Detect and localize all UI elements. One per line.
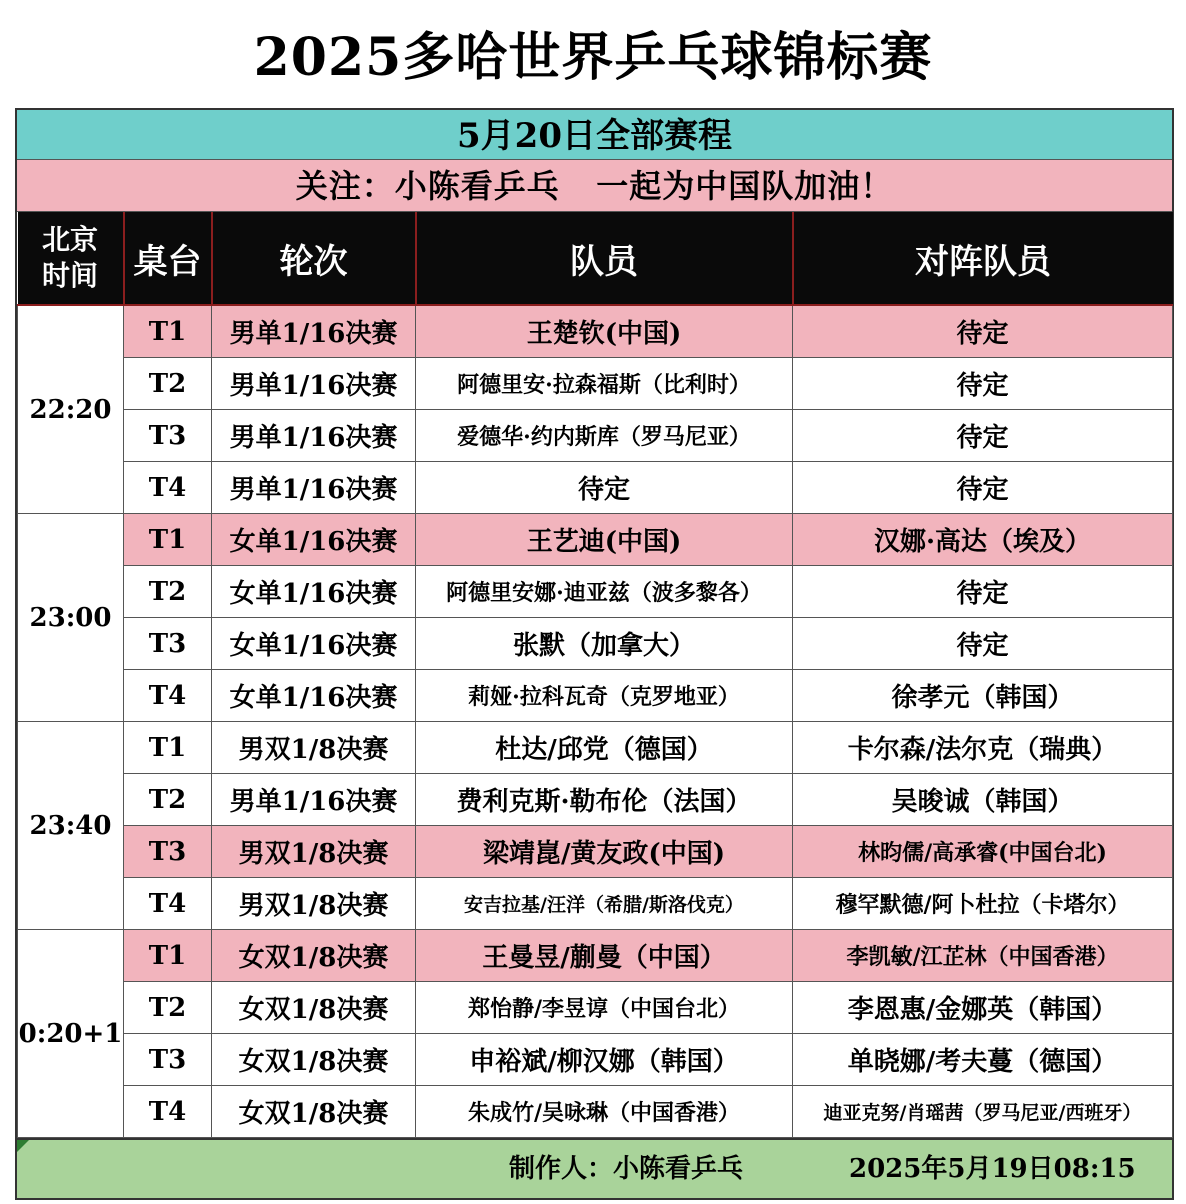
round-cell: 男双1/8决赛 (212, 878, 416, 930)
opponent-cell: 单晓娜/考夫蔓（德国） (793, 1034, 1173, 1086)
header-player: 队员 (416, 212, 793, 305)
table-cell: T1 (124, 930, 212, 982)
player-cell: 杜达/邱党（德国） (416, 722, 793, 774)
player-cell: 朱成竹/吴咏琳（中国香港） (416, 1086, 793, 1138)
player-cell: 费利克斯·勒布伦（法国） (416, 774, 793, 826)
page-title: 2025多哈世界乒乓球锦标赛 (253, 27, 933, 88)
round-cell: 男单1/16决赛 (212, 358, 416, 410)
table-row (18, 514, 1173, 566)
date-band: 5月20日全部赛程 (17, 108, 1172, 160)
table-cell: T3 (124, 1034, 212, 1086)
opponent-cell: 汉娜·高达（埃及） (793, 514, 1173, 566)
player-cell: 阿德里安·拉森福斯（比利时） (416, 358, 793, 410)
table-cell: T4 (124, 1086, 212, 1138)
table-row (18, 982, 1173, 1034)
opponent-cell: 穆罕默德/阿卜杜拉（卡塔尔） (793, 878, 1173, 930)
header-table: 桌台 (124, 212, 212, 305)
opponent-cell: 李恩惠/金娜英（韩国） (793, 982, 1173, 1034)
player-cell: 申裕斌/柳汉娜（韩国） (416, 1034, 793, 1086)
player-cell: 张默（加拿大） (416, 618, 793, 670)
time-cell: 23:00 (18, 514, 124, 722)
table-cell: T1 (124, 305, 212, 358)
table-cell: T1 (124, 722, 212, 774)
time-cell: 23:40 (18, 722, 124, 930)
round-cell: 女双1/8决赛 (212, 930, 416, 982)
table-cell: T3 (124, 826, 212, 878)
opponent-cell: 待定 (793, 462, 1173, 514)
table-row (18, 566, 1173, 618)
round-cell: 女双1/8决赛 (212, 1086, 416, 1138)
table-cell: T3 (124, 618, 212, 670)
round-cell: 男双1/8决赛 (212, 722, 416, 774)
table-cell: T4 (124, 462, 212, 514)
player-cell: 莉娅·拉科瓦奇（克罗地亚） (416, 670, 793, 722)
opponent-cell: 卡尔森/法尔克（瑞典） (793, 722, 1173, 774)
time-cell: 22:20 (18, 305, 124, 514)
table-row (18, 358, 1173, 410)
table-row (18, 305, 1173, 358)
table-row (18, 878, 1173, 930)
opponent-cell: 待定 (793, 618, 1173, 670)
opponent-cell: 待定 (793, 305, 1173, 358)
table-row (18, 410, 1173, 462)
table-cell: T1 (124, 514, 212, 566)
opponent-cell: 待定 (793, 566, 1173, 618)
round-cell: 女单1/16决赛 (212, 670, 416, 722)
table-cell: T2 (124, 774, 212, 826)
round-cell: 男单1/16决赛 (212, 462, 416, 514)
table-cell: T4 (124, 670, 212, 722)
round-cell: 男单1/16决赛 (212, 774, 416, 826)
focus-band: 关注：小陈看乒乓 一起为中国队加油！ (17, 160, 1172, 212)
schedule-body (18, 305, 1173, 1138)
table-cell: T2 (124, 358, 212, 410)
table-cell: T2 (124, 982, 212, 1034)
footer-maker: 制作人：小陈看乒乓 (509, 1154, 744, 1184)
round-cell: 男双1/8决赛 (212, 826, 416, 878)
opponent-cell: 待定 (793, 358, 1173, 410)
table-row (18, 670, 1173, 722)
table-row (18, 1086, 1173, 1138)
opponent-cell: 迪亚克努/肖瑶茜（罗马尼亚/西班牙） (793, 1086, 1173, 1138)
table-row (18, 930, 1173, 982)
round-cell: 男单1/16决赛 (212, 305, 416, 358)
table-row (18, 774, 1173, 826)
footer-timestamp: 2025年5月19日08:15 (849, 1154, 1136, 1184)
round-cell: 女单1/16决赛 (212, 514, 416, 566)
round-cell: 女双1/8决赛 (212, 1034, 416, 1086)
time-cell: 0:20+1 (18, 930, 124, 1138)
player-cell: 安吉拉基/汪洋（希腊/斯洛伐克） (416, 878, 793, 930)
corner-mark (17, 1140, 29, 1152)
player-cell: 阿德里安娜·迪亚兹（波多黎各） (416, 566, 793, 618)
table-row (18, 826, 1173, 878)
opponent-cell: 林昀儒/高承睿(中国台北) (793, 826, 1173, 878)
schedule-table (17, 212, 1173, 1138)
player-cell: 王楚钦(中国) (416, 305, 793, 358)
round-cell: 男单1/16决赛 (212, 410, 416, 462)
header-row (18, 212, 1173, 305)
table-row (18, 722, 1173, 774)
round-cell: 女单1/16决赛 (212, 566, 416, 618)
opponent-cell: 徐孝元（韩国） (793, 670, 1173, 722)
player-cell: 爱德华·约内斯库（罗马尼亚） (416, 410, 793, 462)
header-time: 北京 时间 (18, 212, 124, 305)
header-round: 轮次 (212, 212, 416, 305)
table-cell: T2 (124, 566, 212, 618)
player-cell: 待定 (416, 462, 793, 514)
player-cell: 梁靖崑/黄友政(中国) (416, 826, 793, 878)
opponent-cell: 吴晙诚（韩国） (793, 774, 1173, 826)
table-row (18, 618, 1173, 670)
schedule-sheet (15, 108, 1174, 1200)
table-cell: T3 (124, 410, 212, 462)
table-row (18, 1034, 1173, 1086)
table-row (18, 462, 1173, 514)
header-opponent: 对阵队员 (793, 212, 1173, 305)
table-cell: T4 (124, 878, 212, 930)
round-cell: 女双1/8决赛 (212, 982, 416, 1034)
opponent-cell: 李凯敏/江芷林（中国香港） (793, 930, 1173, 982)
footer (17, 1138, 1172, 1200)
opponent-cell: 待定 (793, 410, 1173, 462)
round-cell: 女单1/16决赛 (212, 618, 416, 670)
player-cell: 王曼昱/蒯曼（中国） (416, 930, 793, 982)
player-cell: 郑怡静/李昱谆（中国台北） (416, 982, 793, 1034)
player-cell: 王艺迪(中国) (416, 514, 793, 566)
